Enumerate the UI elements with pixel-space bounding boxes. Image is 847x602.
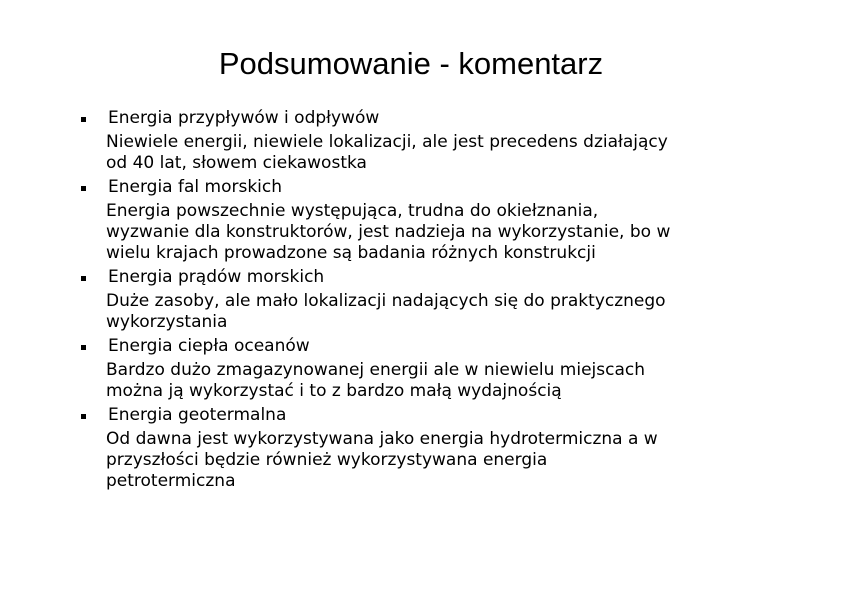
square-bullet-icon bbox=[81, 276, 86, 281]
description-line: Bardzo dużo zmagazynowanej energii ale w niewielu miejscach bbox=[106, 360, 646, 380]
item-description bbox=[106, 201, 766, 264]
description-line: wykorzystania bbox=[106, 312, 228, 332]
description-line: Energia powszechnie występująca, trudna do okiełznania, bbox=[106, 201, 599, 221]
description-line: Od dawna jest wykorzystywana jako energia hydrotermiczna a w bbox=[106, 429, 658, 449]
item-heading: Energia ciepła oceanów bbox=[108, 336, 310, 356]
list-item bbox=[78, 177, 778, 264]
description-line: wyzwanie dla konstruktorów, jest nadzieja na wykorzystanie, bo w bbox=[106, 222, 671, 242]
item-heading: Energia geotermalna bbox=[108, 405, 287, 425]
item-heading: Energia prądów morskich bbox=[108, 267, 325, 287]
item-description bbox=[106, 132, 766, 174]
list-item bbox=[78, 108, 778, 174]
item-description bbox=[106, 291, 766, 333]
description-line: petrotermiczna bbox=[106, 471, 236, 491]
description-line: przyszłości będzie również wykorzystywana energia bbox=[106, 450, 548, 470]
description-line: można ją wykorzystać i to z bardzo małą wydajnością bbox=[106, 381, 562, 401]
bullet-list bbox=[78, 108, 778, 495]
square-bullet-icon bbox=[81, 345, 86, 350]
list-item bbox=[78, 405, 778, 492]
square-bullet-icon bbox=[81, 117, 86, 122]
item-description bbox=[106, 429, 766, 492]
list-item bbox=[78, 336, 778, 402]
description-line: Duże zasoby, ale mało lokalizacji nadających się do praktycznego bbox=[106, 291, 666, 311]
slide-title: Podsumowanie - komentarz bbox=[218, 46, 604, 81]
square-bullet-icon bbox=[81, 414, 86, 419]
item-heading: Energia fal morskich bbox=[108, 177, 283, 197]
list-item bbox=[78, 267, 778, 333]
square-bullet-icon bbox=[81, 186, 86, 191]
description-line: Niewiele energii, niewiele lokalizacji, ale jest precedens działający bbox=[106, 132, 668, 152]
item-heading: Energia przypływów i odpływów bbox=[108, 108, 380, 128]
description-line: od 40 lat, słowem ciekawostka bbox=[106, 153, 367, 173]
item-description bbox=[106, 360, 766, 402]
description-line: wielu krajach prowadzone są badania różnych konstrukcji bbox=[106, 243, 596, 263]
